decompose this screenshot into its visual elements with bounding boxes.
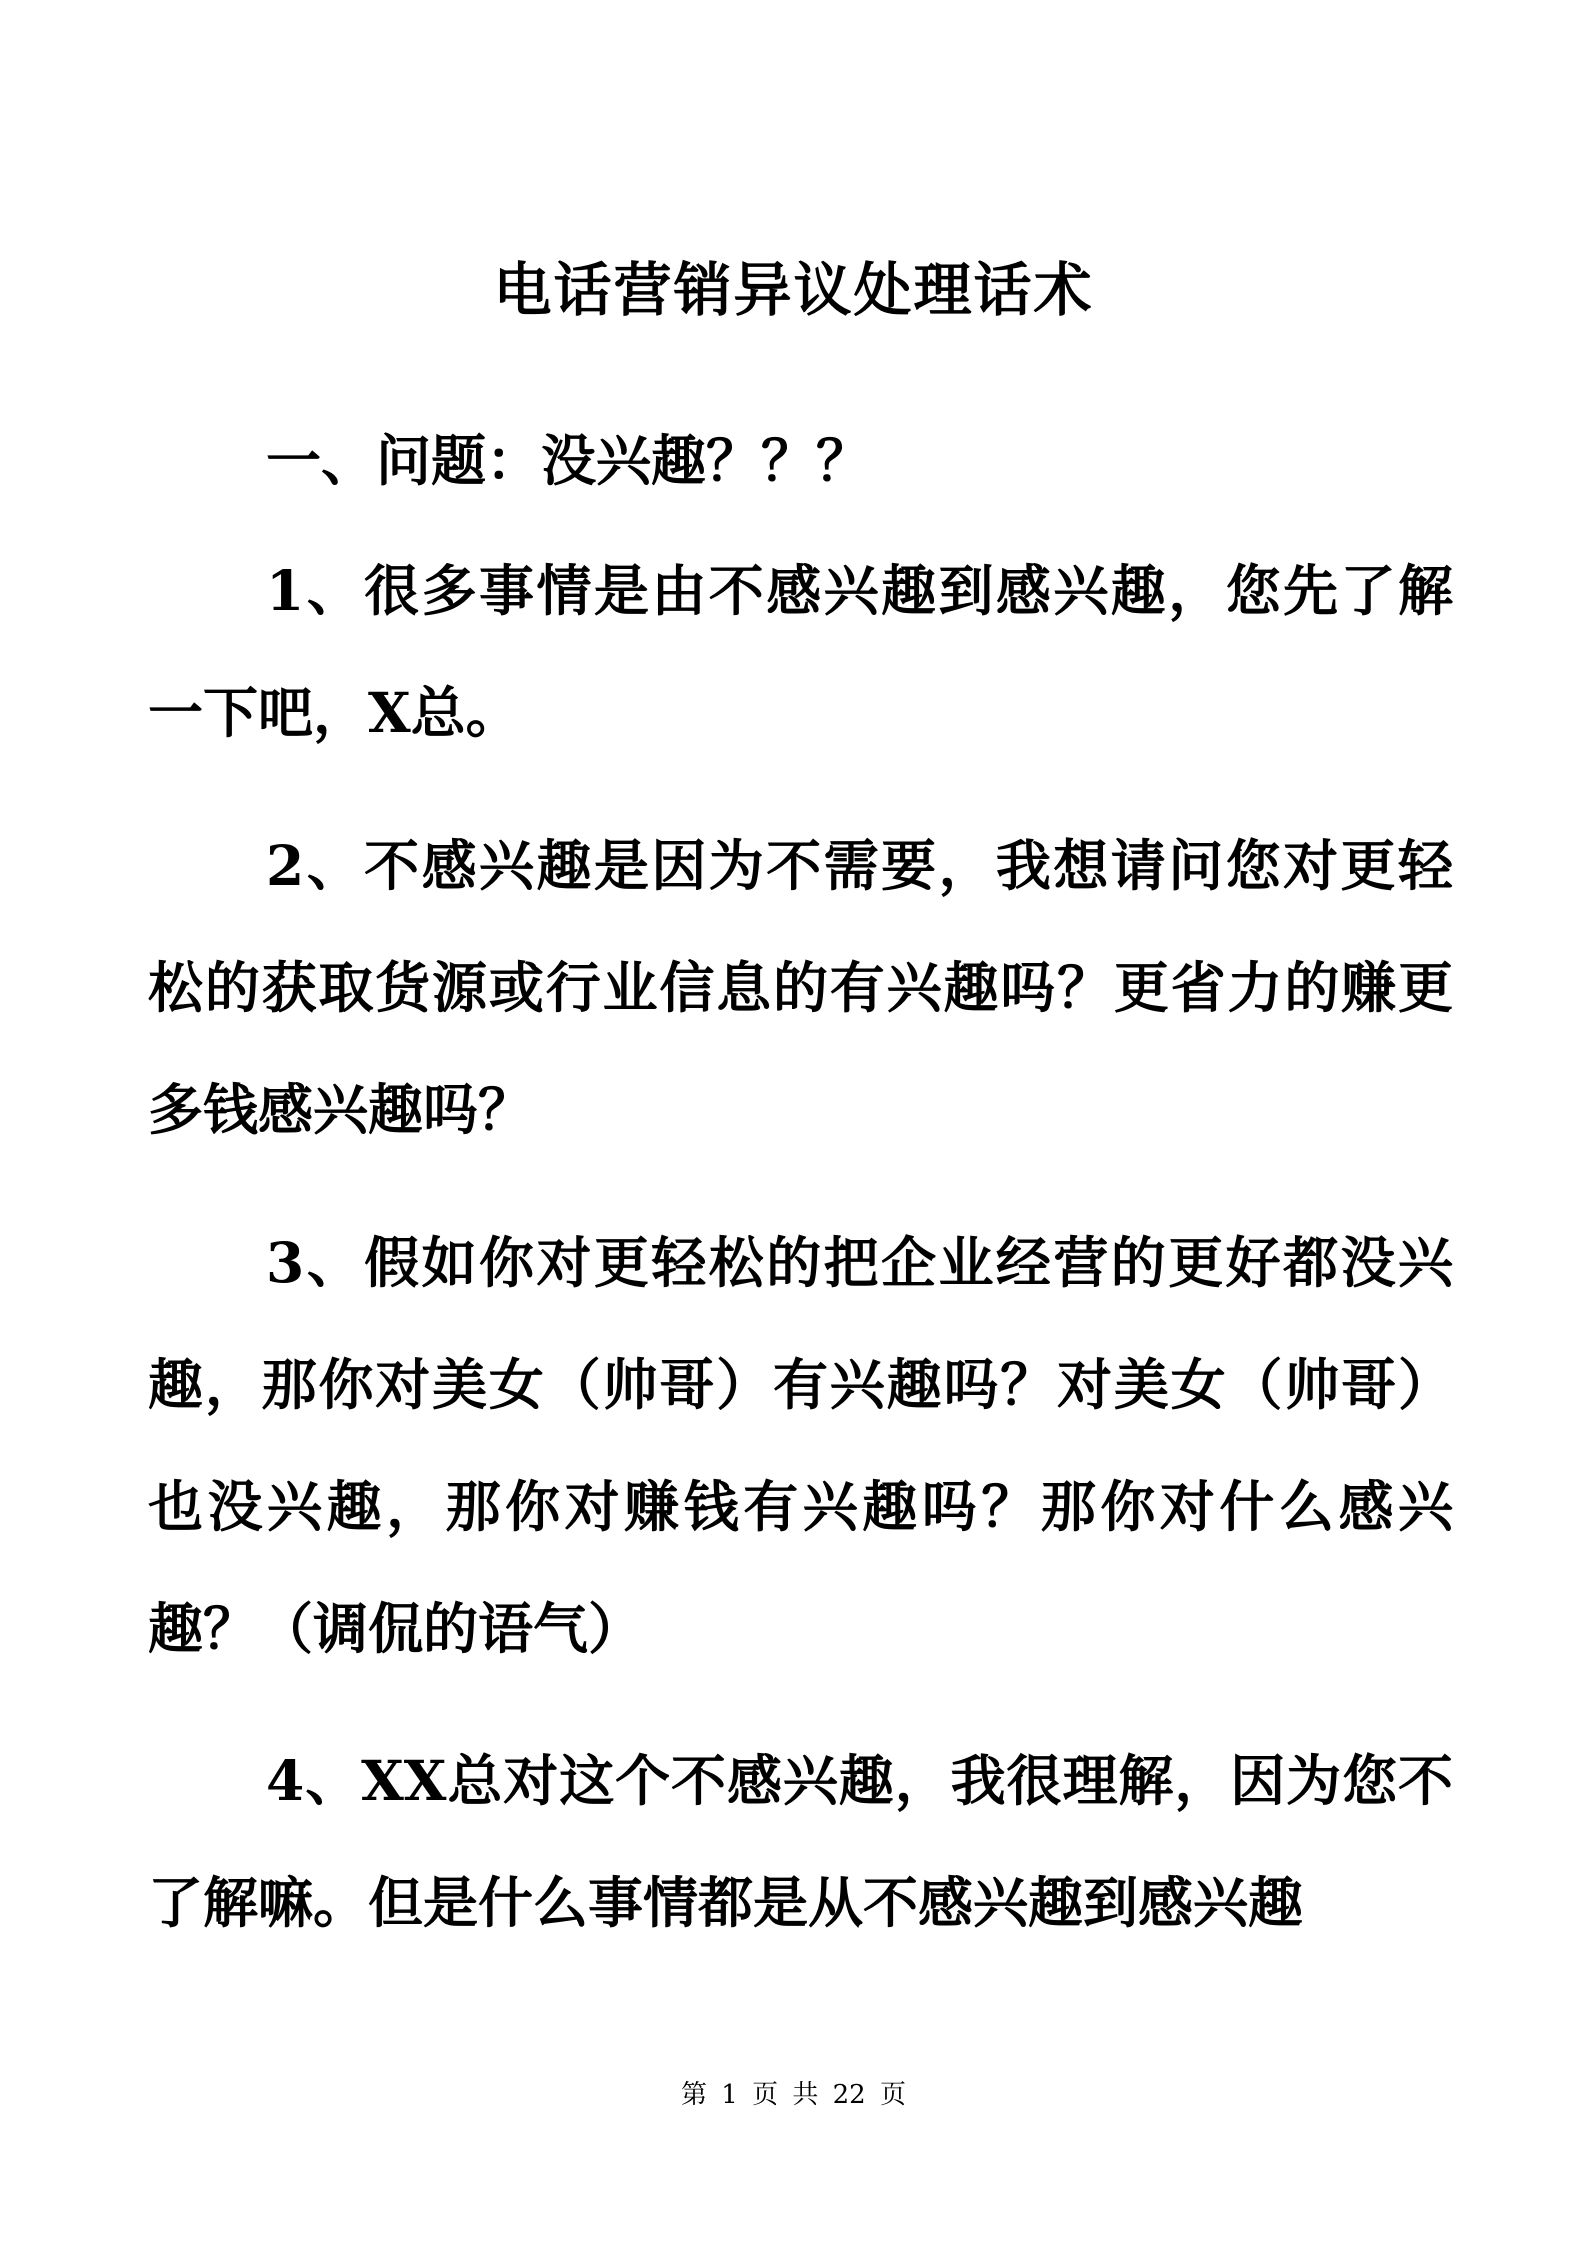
- paragraph-4: 4、XX总对这个不感兴趣，我很理解，因为您不了解嘛。但是什么事情都是从不感兴趣到感兴趣: [148, 1748, 1453, 1935]
- document-title: 电话营销异议处理话术: [493, 256, 1094, 324]
- paragraph-2: 2、不感兴趣是因为不需要，我想请问您对更轻松的获取货源或行业信息的有兴趣吗？更省力的赚更多钱感兴趣吗？: [148, 833, 1453, 1142]
- paragraph-3: 3、假如你对更轻松的把企业经营的更好都没兴趣，那你对美女（帅哥）有兴趣吗？对美女（帅哥）也没兴趣，那你对赚钱有兴趣吗？那你对什么感兴趣？（调侃的语气）: [148, 1230, 1453, 1661]
- paragraph-1: 1、很多事情是由不感兴趣到感兴趣，您先了解一下吧，X总。: [148, 558, 1453, 745]
- page-footer: 第 1 页 共 22 页: [681, 2080, 906, 2110]
- section-heading: 一、问题：没兴趣？？？: [266, 428, 872, 493]
